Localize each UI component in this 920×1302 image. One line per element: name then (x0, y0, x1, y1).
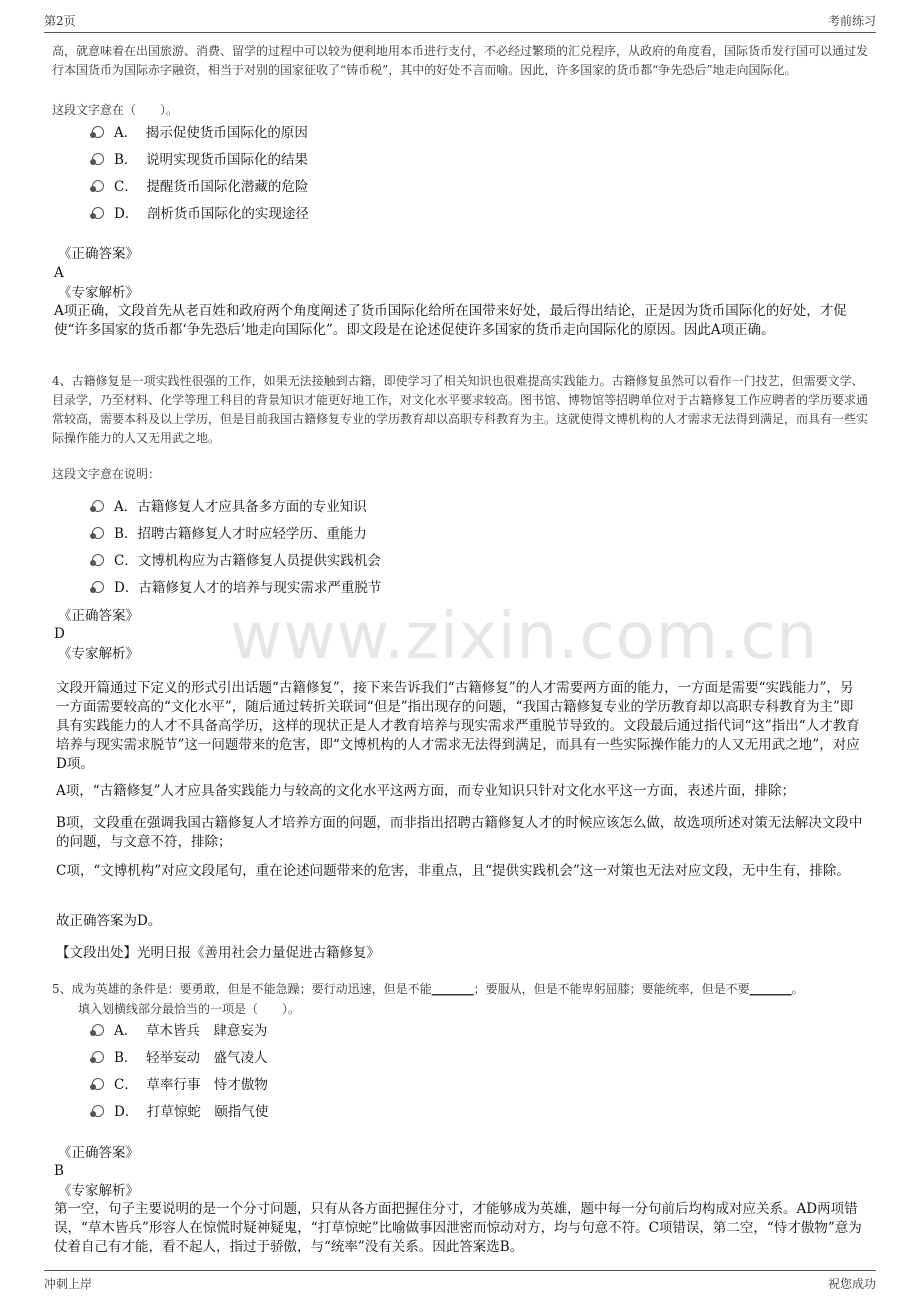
watermark: www.zixin.com.cn (230, 600, 819, 674)
radio-icon[interactable] (92, 153, 104, 165)
q4-analysis-paragraph: 文段开篇通过下定义的形式引出话题“古籍修复”，接下来告诉我们“古籍修复”的人才需要两方面的能力，一方面是需要“实践能力”，另一方面需要较高的“文化水平”，随后通过转折关联词“但是”指出现存的问题，“我国古籍修复专业的学历教育却以高职专科教育为主”即具有实践能力的人才不具备高学历，这样的现状正是人才教育培养与现实需求严重脱节导致的。文段最后通过指代词“这”指出“人才教育培养与现实需求脱节”这一问题带来的危害，即“文博机构的人才需求无法得到满足，而具有一些实际操作能力的人又无用武之地”，对应D项。 (56, 680, 860, 772)
blank-1: _______ (431, 982, 474, 996)
q3-stem: 这段文字意在（ ）。 (52, 103, 179, 117)
q4-analysis-paragraph: 故正确答案为D。 (56, 913, 162, 929)
radio-icon[interactable] (92, 1105, 104, 1117)
q5-answer-heading: 《正确答案》 (58, 1145, 139, 1161)
radio-icon[interactable] (92, 1078, 104, 1090)
radio-icon[interactable] (92, 126, 104, 138)
q4-option-a[interactable]: A．古籍修复人才应具备多方面的专业知识 (92, 498, 367, 518)
q5-option-b[interactable]: B． 轻举妄动 盛气凌人 (92, 1049, 268, 1069)
radio-icon[interactable] (92, 581, 104, 593)
q3-passage: 高，就意味着在出国旅游、消费、留学的过程中可以较为便利地用本币进行支付，不必经过繁琐的汇兑程序，从政府的角度看，国际货币发行国可以通过发行本国货币为国际赤字融资，相当于对别的国家征收了“铸币税”，其中的好处不言而喻。因此，许多国家的货币都“争先恐后”地走向国际化。 (52, 44, 869, 77)
blank-2: _______ (749, 982, 792, 996)
q5-stem-instruction: 填入划横线部分最恰当的一项是（ ）。 (78, 1002, 301, 1016)
q3-option-c[interactable]: C． 提醒货币国际化潜藏的危险 (92, 178, 308, 198)
q5-option-c[interactable]: C． 草率行事 恃才傲物 (92, 1076, 268, 1096)
q5-analysis-heading: 《专家解析》 (58, 1183, 139, 1199)
q4-analysis-paragraph: B项，文段重在强调我国古籍修复人才培养方面的问题，而非指出招聘古籍修复人才的时候应该怎么做，故选项所述对策无法解决文段中的问题，与文意不符，排除； (56, 815, 863, 850)
q4-stem: 这段文字意在说明： (52, 467, 161, 481)
page-footer (44, 1270, 876, 1295)
page-number: 第2页 (44, 14, 76, 28)
radio-icon[interactable] (92, 1024, 104, 1036)
radio-icon[interactable] (92, 527, 104, 539)
radio-icon[interactable] (92, 207, 104, 219)
header-title: 考前练习 (827, 14, 876, 28)
q4-analysis-paragraph: A项，“古籍修复”人才应具备实践能力与较高的文化水平这两方面，而专业知识只针对文化水平这一方面，表述片面，排除； (56, 783, 796, 799)
q3-option-b[interactable]: B． 说明实现货币国际化的结果 (92, 151, 308, 171)
radio-icon[interactable] (92, 554, 104, 566)
radio-icon[interactable] (92, 1051, 104, 1063)
q4-source: 【文段出处】光明日报《善用社会力量促进古籍修复》 (56, 945, 380, 961)
q4-answer-heading: 《正确答案》 (58, 608, 139, 624)
page-header (44, 8, 876, 33)
q5-option-d[interactable]: D． 打草惊蛇 颐指气使 (92, 1103, 268, 1123)
q4-option-c[interactable]: C．文博机构应为古籍修复人员提供实践机会 (92, 552, 381, 572)
footer-right: 祝您成功 (827, 1277, 876, 1291)
q3-option-a[interactable]: A． 揭示促使货币国际化的原因 (92, 124, 308, 144)
q4-option-d[interactable]: D．古籍修复人才的培养与现实需求严重脱节 (92, 579, 381, 599)
q3-analysis-heading: 《专家解析》 (58, 285, 139, 301)
q4-answer: D (54, 626, 65, 642)
q5-stem: 5、成为英雄的条件是：要勇敢，但是不能急躁；要行动迅速，但是不能_______；要服从，但是不能卑躬屈膝；要能统率，但是不要_______。 (52, 982, 804, 996)
footer-left: 冲刺上岸 (44, 1277, 93, 1291)
q5-answer: B (54, 1163, 64, 1179)
q3-answer-heading: 《正确答案》 (58, 246, 139, 262)
radio-icon[interactable] (92, 180, 104, 192)
q4-analysis-paragraph: C项，“文博机构”对应文段尾句，重在论述问题带来的危害，非重点，且“提供实践机会”这一对策也无法对应文段，无中生有，排除。 (56, 863, 850, 879)
q3-option-d[interactable]: D． 剖析货币国际化的实现途径 (92, 205, 309, 225)
q5-analysis: 第一空，句子主要说明的是一个分寸问题，只有从各方面把握住分寸，才能够成为英雄，题中每一分句前后均构成对应关系。AD两项错误，“草木皆兵”形容人在惊慌时疑神疑鬼，“打草惊蛇”比喻做事因泄密而惊动对方，均与句意不符。C项错误，第二空，“恃才傲物”意为仗着自己有才能，看不起人，指过于骄傲，与“统率”没有关系。因此答案选B。 (54, 1201, 862, 1255)
q3-answer: A (54, 265, 64, 281)
q5-option-a[interactable]: A． 草木皆兵 肆意妄为 (92, 1022, 267, 1042)
q4-option-b[interactable]: B．招聘古籍修复人才时应轻学历、重能力 (92, 525, 367, 545)
q4-passage: 4、古籍修复是一项实践性很强的工作，如果无法接触到古籍，即使学习了相关知识也很难提高实践能力。古籍修复虽然可以看作一门技艺，但需要文学、目录学，乃至材料、化学等理工科目的背景知识才能更好地工作，对文化水平要求较高。图书馆、博物馆等招聘单位对于古籍修复工作应聘者的学历要求通常较高，需要本科及以上学历，但是目前我国古籍修复专业的学历教育却以高职专科教育为主。这就使得文博机构的人才需求无法得到满足，而具有一些实际操作能力的人又无用武之地。 (52, 374, 869, 445)
radio-icon[interactable] (92, 500, 104, 512)
q3-analysis: A项正确，文段首先从老百姓和政府两个角度阐述了货币国际化给所在国带来好处，最后得出结论，正是因为货币国际化的好处，才促使“许多国家的货币都‘争先恐后’地走向国际化”。即文段是在论述促使许多国家的货币走向国际化的原因。因此A项正确。 (54, 303, 847, 338)
q4-analysis-heading: 《专家解析》 (58, 646, 139, 662)
